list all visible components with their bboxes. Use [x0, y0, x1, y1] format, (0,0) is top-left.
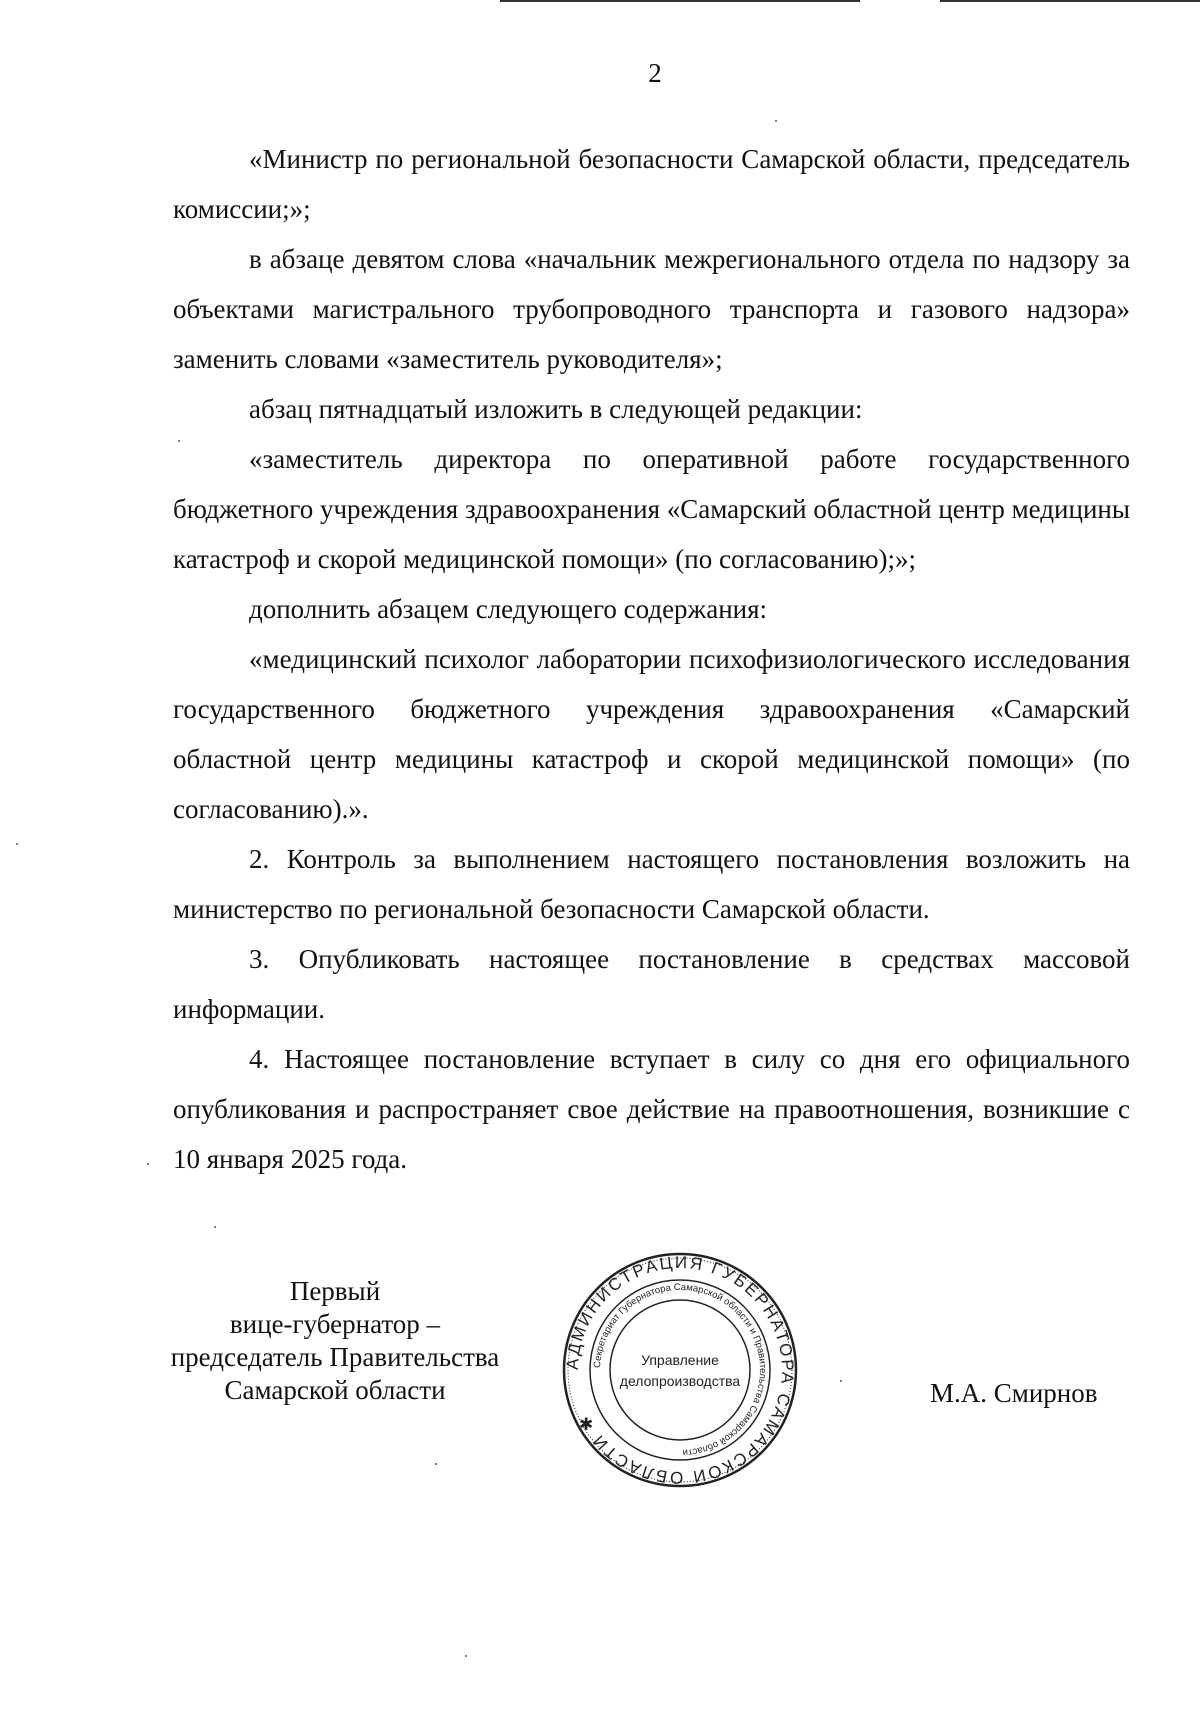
paragraph: 2. Контроль за выполнением настоящего постановления возложить на министерство по региональной безопасности Самарской области. — [173, 844, 1130, 924]
scan-speck — [435, 1463, 437, 1465]
stamp-center-line-1: Управление — [641, 1352, 719, 1368]
top-scan-rule — [940, 0, 1200, 2]
paragraph: абзац пятнадцатый изложить в следующей редакции: — [249, 394, 863, 424]
official-stamp — [562, 1252, 798, 1488]
document-body — [173, 134, 1130, 1184]
scan-speck — [775, 120, 777, 122]
stamp-center-line-2: делопроизводства — [619, 1373, 741, 1389]
signatory-position-line: Самарской области — [224, 1375, 446, 1405]
scan-speck — [16, 843, 18, 845]
scan-speck — [214, 1226, 216, 1228]
stamp-inner-circle — [610, 1300, 750, 1440]
signatory-name: М.А. Смирнов — [930, 1378, 1098, 1408]
stamp-outer-text: АДМИНИСТРАЦИЯ ГУБЕРНАТОРА САМАРСКОЙ ОБЛАСТИ ✱ — [562, 1252, 798, 1488]
stamp-middle-circle — [590, 1280, 770, 1460]
signatory-position-line: вице-губернатор – — [229, 1309, 441, 1339]
signatory-position-line: председатель Правительства — [170, 1342, 500, 1372]
top-scan-rule — [500, 0, 860, 2]
stamp-inner-text: Секретариат Губернатора Самарской области и Правительства Самарской области — [591, 1281, 769, 1458]
page-number: 2 — [648, 58, 662, 88]
paragraph: «медицинский психолог лаборатории психофизиологического исследования государственного бюджетного учреждения здравоохранения «Самарский областной центр медицины катастроф и скорой медицинской помощи» (по согласованию).». — [173, 644, 1130, 824]
paragraph: «Министр по региональной безопасности Самарской области, председатель комиссии;»; — [173, 144, 1130, 224]
paragraph: «заместитель директора по оперативной работе государственного бюджетного учреждения здравоохранения «Самарский областной центр медицины катастроф и скорой медицинской помощи» (по согласованию);»; — [173, 444, 1130, 574]
scan-speck — [178, 440, 180, 442]
paragraph: 3. Опубликовать настоящее постановление в средствах массовой информации. — [173, 944, 1130, 1024]
scan-speck — [465, 1655, 467, 1657]
scan-speck — [147, 1163, 149, 1165]
paragraph: 4. Настоящее постановление вступает в силу со дня его официального опубликования и распространяет свое действие на правоотношения, возникшие с 10 января 2025 года. — [173, 1044, 1130, 1174]
scan-speck — [840, 1380, 842, 1382]
paragraph: в абзаце девятом слова «начальник межрегионального отдела по надзору за объектами магистрального трубопроводного транспорта и газового надзора» заменить словами «заместитель руководителя»; — [173, 244, 1130, 374]
paragraph: дополнить абзацем следующего содержания: — [249, 594, 768, 624]
signatory-position — [140, 1275, 530, 1407]
signatory-position-line: Первый — [289, 1276, 381, 1306]
